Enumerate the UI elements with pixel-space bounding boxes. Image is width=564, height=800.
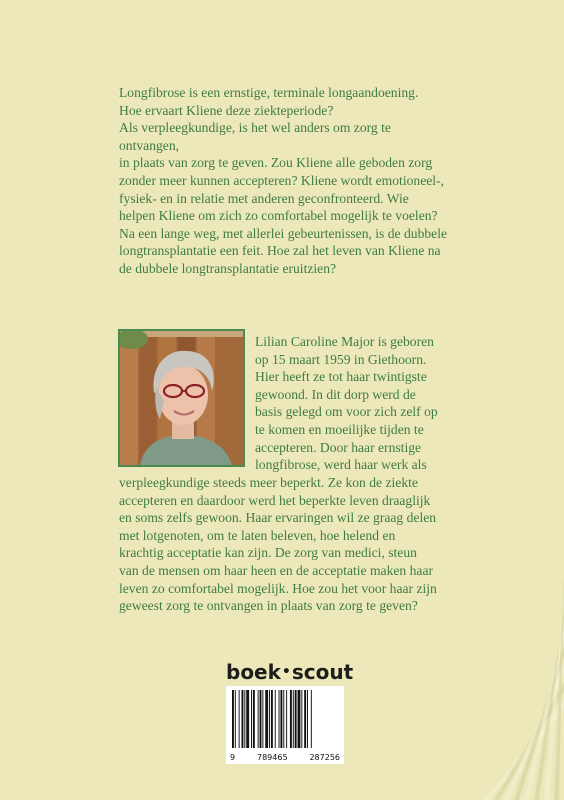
barcode-bar (280, 690, 282, 748)
bio-line: van de mensen om haar heen en de acceptatie maken haar (119, 562, 434, 578)
decorative-stripes (464, 560, 564, 800)
barcode-bar (301, 690, 302, 748)
author-photo (118, 329, 245, 467)
barcode-bar (242, 690, 244, 748)
bio-line: basis gelegd om voor zich zelf op (255, 404, 438, 420)
barcode-bar (232, 690, 234, 748)
barcode-bar (283, 690, 284, 748)
barcode-digit-first: 9 (230, 753, 236, 762)
back-cover-blurb (119, 84, 449, 278)
bio-line: te komen en moeilijke tijden te (255, 421, 424, 437)
bio-line: op 15 maart 1959 in Giethoorn. (255, 351, 427, 367)
author-bio-continued (119, 474, 459, 615)
blurb-line: Hoe ervaart Kliene deze ziekteperiode? (119, 102, 334, 118)
bio-line: krachtig acceptatie kan zijn. De zorg van medici, steun (119, 545, 417, 561)
barcode-bar (271, 690, 273, 748)
bio-line: accepteren. Door haar ernstige (255, 439, 422, 455)
blurb-line: longtransplantatie een feit. Hoe zal het leven van Kliene na (119, 243, 441, 259)
barcode-bar (253, 690, 255, 748)
bio-line: gewoond. In dit dorp werd de (255, 386, 416, 402)
blurb-line: fysiek- en in relatie met anderen geconfronteerd. Wie (119, 190, 409, 206)
barcode-bar (298, 690, 301, 748)
bio-line: Hier heeft ze tot haar twintigste (255, 369, 427, 385)
blurb-line: de dubbele longtransplantatie eruitzien? (119, 260, 337, 276)
blurb-line: Na een lange weg, met allerlei gebeurtenissen, is de dubbele (119, 225, 448, 241)
bio-line: leven zo comfortabel mogelijk. Hoe zou het voor haar zijn (119, 580, 437, 596)
bio-line: verpleegkundige steeds meer beperkt. Ze kon de ziekte (119, 475, 418, 490)
bio-line: met lotgenoten, om te laten beleven, hoe helend en (119, 527, 396, 543)
barcode-bar (269, 690, 270, 748)
barcode-bar (311, 690, 312, 748)
barcode-bar (235, 690, 236, 748)
isbn-barcode (226, 686, 344, 764)
bio-line: geweest zorg te ontvangen in plaats van zorg te geven? (119, 598, 418, 614)
barcode-bar (307, 690, 308, 748)
bio-line: en soms zelfs gewoon. Haar ervaringen wil ze graag delen (119, 510, 437, 526)
bio-line: longfibrose, werd haar werk als (255, 457, 427, 473)
barcode-bars (232, 690, 338, 748)
barcode-bar (290, 690, 292, 748)
barcode-bar (295, 690, 297, 748)
logo-part-boek: boek (226, 660, 281, 684)
barcode-bar (293, 690, 294, 748)
author-portrait-image (120, 331, 243, 465)
barcode-bar (304, 690, 306, 748)
barcode-bar (239, 690, 240, 748)
barcode-number (226, 753, 344, 762)
author-bio-side (255, 333, 455, 474)
barcode-bar (260, 690, 262, 748)
publisher-logo (226, 660, 354, 684)
blurb-line: zonder meer kunnen accepteren? Kliene wordt emotioneel-, (119, 172, 444, 188)
barcode-bar (286, 690, 287, 748)
barcode-bar (262, 690, 263, 748)
barcode-bar (246, 690, 249, 748)
blurb-line: helpen Kliene om zich zo comfortabel mogelijk te voelen? (119, 208, 438, 224)
blurb-line: Als verpleegkundige, is het wel anders om zorg te ontvangen, (119, 120, 391, 153)
barcode-digits-left: 789465 (257, 753, 288, 762)
blurb-line: in plaats van zorg te geven. Zou Kliene alle geboden zorg (119, 155, 433, 171)
barcode-bar (279, 690, 280, 748)
bio-line: accepteren en daardoor werd het beperkte leven draaglijk (119, 492, 431, 508)
barcode-bar (258, 690, 259, 748)
barcode-bar (251, 690, 252, 748)
logo-part-scout: scout (291, 660, 354, 684)
barcode-digits-right: 287256 (309, 753, 340, 762)
barcode-bar (275, 690, 276, 748)
blurb-line: Longfibrose is een ernstige, terminale longaandoening. (119, 85, 419, 100)
logo-dot: • (281, 664, 291, 680)
barcode-bar (265, 690, 268, 748)
bio-line: Lilian Caroline Major is geboren (255, 334, 434, 349)
barcode-bar (244, 690, 245, 748)
